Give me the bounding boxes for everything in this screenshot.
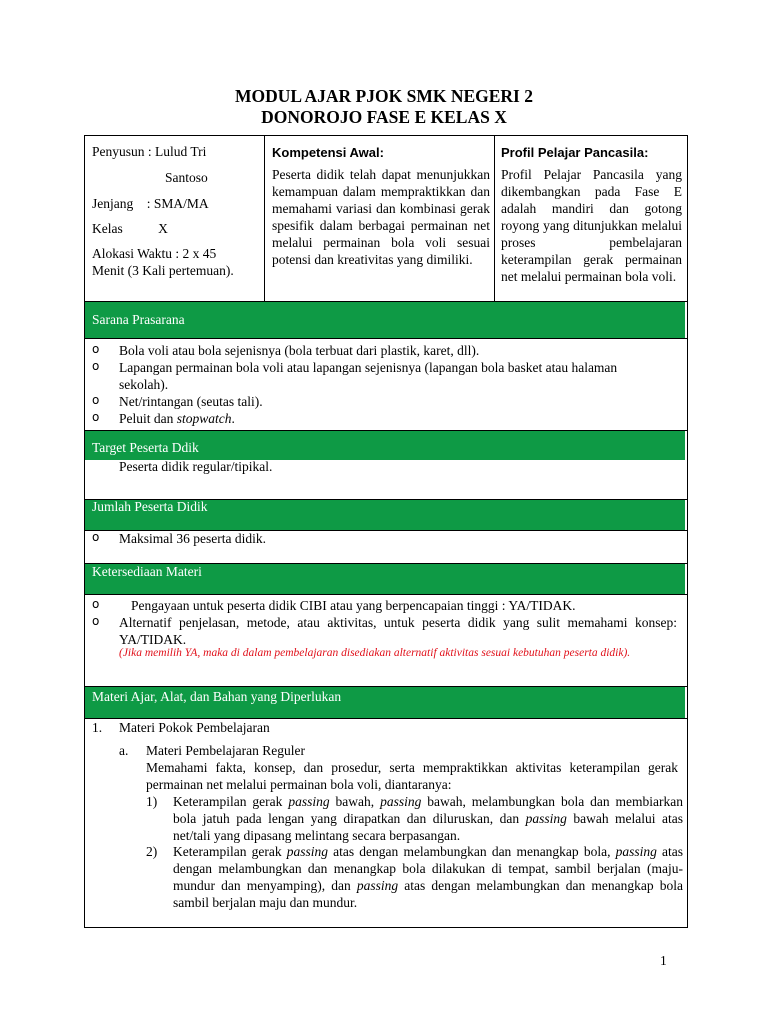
ketersediaan-item-2: Alternatif penjelasan, metode, atau aktivitas, untuk peserta didik yang sulit memahami konsep: YA/TIDAK. [119,615,677,647]
sarana-item-2: Lapangan permainan bola voli atau lapangan sejenisnya (lapangan bola basket atau halaman sekolah). [119,360,618,392]
sarana-item-4-italic: stopwatch [176,411,232,426]
sarana-item-1: Bola voli atau bola sejenisnya (bola terbuat dari plastik, karet, dll). [119,343,480,358]
step-2-g: atas dengan melambungkan dan menangkap bola sambil berjalan maju dan mundur. [173,878,683,910]
step-1-c: bawah, [335,794,375,809]
materi-sub-a: Materi Pembelajaran Reguler [146,743,305,758]
penyusun-label: Penyusun : Lulud Tri [92,144,207,159]
step-1-a: Keterampilan gerak [173,794,283,809]
ketersediaan-note: (Jika memilih YA, maka di dalam pembelajaran disediakan alternatif aktivitas sesuai kebutuhan peserta didik). [119,647,631,659]
materi-step-2 [173,843,683,911]
kompetensi-heading: Kompetensi Awal: [272,145,384,160]
step-2-d: passing [615,844,657,859]
materi-num-1a: 1) [146,794,158,809]
bullet-1: o [92,342,100,356]
profil-heading: Profil Pelajar Pancasila: [501,145,649,160]
step-1-f: passing [525,811,567,826]
section-sarana-heading: Sarana Prasarana [85,302,685,338]
section-jumlah-heading: Jumlah Peserta Didik [85,500,685,530]
table-top-border [84,135,687,136]
materi-intro: Memahami fakta, konsep, dan prosedur, serta mempraktikkan aktivitas keterampilan gerak permainan net melalui permainan bola voli, diantaranya: [146,760,678,792]
bullet-3: o [92,393,100,407]
kelas-label: Kelas [92,221,123,236]
section-materi-heading: Materi Ajar, Alat, dan Bahan yang Diperlukan [85,687,685,718]
ketersediaan-item-1: Pengayaan untuk peserta didik CIBI atau yang berpencapaian tinggi : YA/TIDAK. [131,598,576,613]
materi-sub-a-label: a. [119,743,129,758]
bullet-4: o [92,410,100,424]
step-1-d: passing [380,794,422,809]
kompetensi-body: Peserta didik telah dapat menunjukkan kemampuan dalam mempraktikkan dan memahami variasi dan kombinasi gerak spesifik dalam berbagai permainan net melalui permainan bola voli sesuai potensi dan kreativitas yang dimiliki. [272,167,490,267]
title-line-1: MODUL AJAR PJOK SMK NEGERI 2 [234,86,533,106]
jumlah-body: Maksimal 36 peserta didik. [119,531,266,546]
sarana-item-4 [119,410,679,427]
kompetensi-cell [272,144,490,268]
page-number: 1 [660,953,667,968]
step-2-c: atas dengan melambungkan dan menangkap bola, [333,844,611,859]
jenjang-label: Jenjang : SMA/MA [92,196,209,211]
identity-cell [92,143,262,279]
materi-point-1: Materi Pokok Pembelajaran [119,720,270,735]
step-2-e: atas dengan melambungkan dan menangkap bola dilakukan di tempat, sambil berjalan (maju-mundur dan menyamping), dan [173,844,684,893]
col-divider-1 [264,135,265,302]
sarana-item-3: Net/rintangan (seutas tali). [119,394,263,409]
bullet-ketersediaan-2: o [92,614,100,628]
row-border-7 [84,594,687,595]
materi-step-1 [173,793,683,844]
step-2-b: passing [286,844,329,859]
alokasi-line-2: Menit (3 Kali pertemuan). [92,263,234,278]
step-1-e: bawah, melambungkan bola dan membiarkan bola jatuh pada lengan yang dirapatkan dan diluruskan, dan [173,794,684,826]
kelas-value: X [158,221,168,236]
title-line-2: DONOROJO FASE E KELAS X [261,107,507,127]
col-divider-2 [494,135,495,302]
profil-cell [501,144,682,285]
alokasi-line-1: Alokasi Waktu : 2 x 45 [92,246,217,261]
section-target-heading: Target Peserta Ddik [85,431,685,460]
penyusun-cont: Santoso [165,170,208,185]
target-body: Peserta didik regular/tipikal. [119,459,273,474]
sarana-item-4-text: Peluit dan [119,411,174,426]
materi-num-2a: 2) [146,844,158,859]
bullet-jumlah: o [92,530,100,544]
materi-num-1: 1. [92,720,103,735]
row-border-2 [84,338,687,339]
step-2-a: Keterampilan gerak [173,844,282,859]
table-bottom-border [84,927,687,928]
profil-body: Profil Pelajar Pancasila yang dikembangkan pada Fase E adalah mandiri dan gotong royong yang ditunjukkan melalui proses pembelajaran keterampilan gerak permainan net melalui permainan bola voli. [501,167,682,284]
bullet-ketersediaan-1: o [92,597,100,611]
section-ketersediaan-heading: Ketersediaan Materi [85,564,685,594]
sarana-item-4-end: . [231,411,235,426]
step-1-b: passing [288,794,330,809]
step-1-g: bawah melalui atas net/tali yang dipasang melintang secara berpasangan. [173,811,684,843]
step-2-f: passing [356,878,399,893]
document-title [0,86,768,128]
bullet-2: o [92,359,100,373]
kelas-row [92,220,262,237]
